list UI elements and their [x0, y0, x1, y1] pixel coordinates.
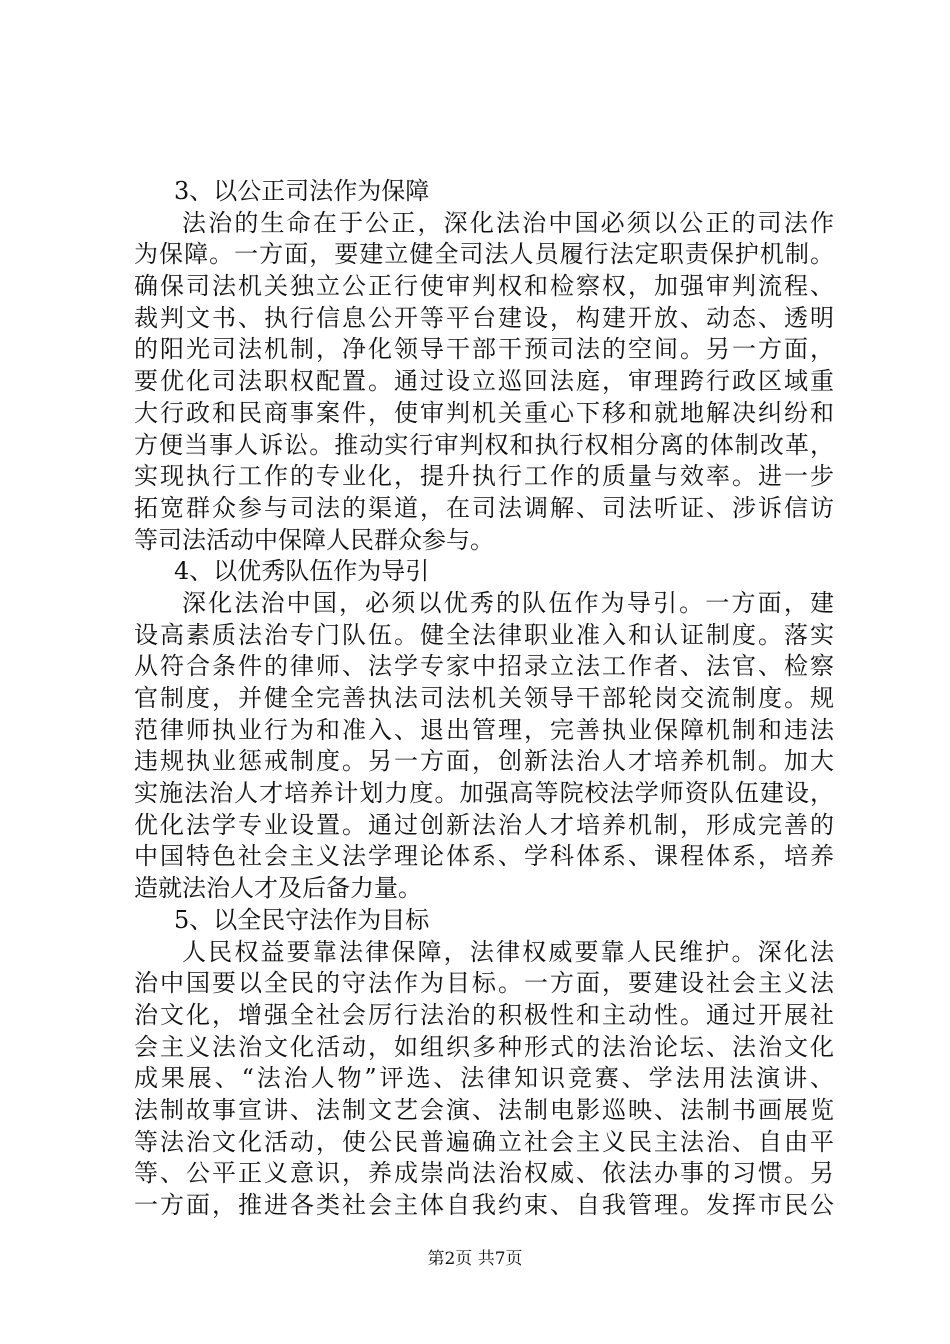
paragraph-line: 等法治文化活动，使公民普遍确立社会主义民主法治、自由平: [134, 1127, 834, 1156]
section-heading: 4、以优秀队伍作为导引: [174, 557, 430, 586]
paragraph-line: 大行政和民商事案件，使审判机关重心下移和就地解决纠纷和: [134, 398, 834, 427]
paragraph-line: 违规执业惩戒制度。另一方面，创新法治人才培养机制。加大: [134, 747, 834, 776]
paragraph-line: 等司法活动中保障人民群众参与。: [134, 525, 494, 554]
paragraph-line: 确保司法机关独立公正行使审判权和检察权，加强审判流程、: [134, 272, 834, 301]
paragraph-line: 造就法治人才及后备力量。: [134, 874, 422, 903]
paragraph-line: 法治的生命在于公正，深化法治中国必须以公正的司法作: [182, 208, 834, 237]
paragraph-line: 裁判文书、执行信息公开等平台建设，构建开放、动态、透明: [134, 303, 834, 332]
paragraph-line: 实现执行工作的专业化，提升执行工作的质量与效率。进一步: [134, 462, 834, 491]
paragraph-line: 人民权益要靠法律保障，法律权威要靠人民维护。深化法: [182, 937, 834, 966]
section-heading: 3、以公正司法作为保障: [174, 177, 430, 205]
paragraph-line: 一方面，推进各类社会主体自我约束、自我管理。发挥市民公: [134, 1191, 834, 1219]
page-number-footer: 第2页 共7页: [427, 1249, 523, 1269]
paragraph-line: 要优化司法职权配置。通过设立巡回法庭，审理跨行政区域重: [134, 367, 834, 396]
paragraph-line: 治文化，增强全社会厉行法治的积极性和主动性。通过开展社: [134, 1000, 834, 1029]
paragraph-line: 从符合条件的律师、法学专家中招录立法工作者、法官、检察: [134, 652, 834, 681]
paragraph-line: 实施法治人才培养计划力度。加强高等院校法学师资队伍建设，: [134, 779, 834, 808]
paragraph-line: 治中国要以全民的守法作为目标。一方面，要建设社会主义法: [134, 969, 834, 998]
paragraph-line: 范律师执业行为和准入、退出管理，完善执业保障机制和违法: [134, 715, 834, 744]
paragraph-line: 成果展、“法治人物”评选、法律知识竞赛、学法用法演讲、: [134, 1064, 834, 1093]
paragraph-line: 等、公平正义意识，养成崇尚法治权威、依法办事的习惯。另: [134, 1159, 834, 1188]
paragraph-line: 法制故事宣讲、法制文艺会演、法制电影巡映、法制书画展览: [134, 1095, 834, 1124]
paragraph-line: 为保障。一方面，要建立健全司法人员履行法定职责保护机制。: [134, 240, 834, 269]
paragraph-line: 拓宽群众参与司法的渠道，在司法调解、司法听证、涉诉信访: [134, 493, 834, 522]
section-heading: 5、以全民守法作为目标: [174, 905, 430, 934]
paragraph-line: 优化法学专业设置。通过创新法治人才培养机制，形成完善的: [134, 810, 834, 839]
document-body: [134, 176, 834, 1222]
paragraph-line: 方便当事人诉讼。推动实行审判权和执行权相分离的体制改革，: [134, 430, 834, 459]
paragraph-line: 官制度，并健全完善执法司法机关领导干部轮岗交流制度。规: [134, 684, 834, 712]
paragraph-line: 设高素质法治专门队伍。健全法律职业准入和认证制度。落实: [134, 620, 834, 649]
paragraph-line: 的阳光司法机制，净化领导干部干预司法的空间。另一方面，: [134, 335, 834, 364]
paragraph-line: 会主义法治文化活动，如组织多种形式的法治论坛、法治文化: [134, 1032, 834, 1061]
paragraph-line: 深化法治中国，必须以优秀的队伍作为导引。一方面，建: [182, 588, 834, 617]
paragraph-line: 中国特色社会主义法学理论体系、学科体系、课程体系，培养: [134, 842, 834, 871]
